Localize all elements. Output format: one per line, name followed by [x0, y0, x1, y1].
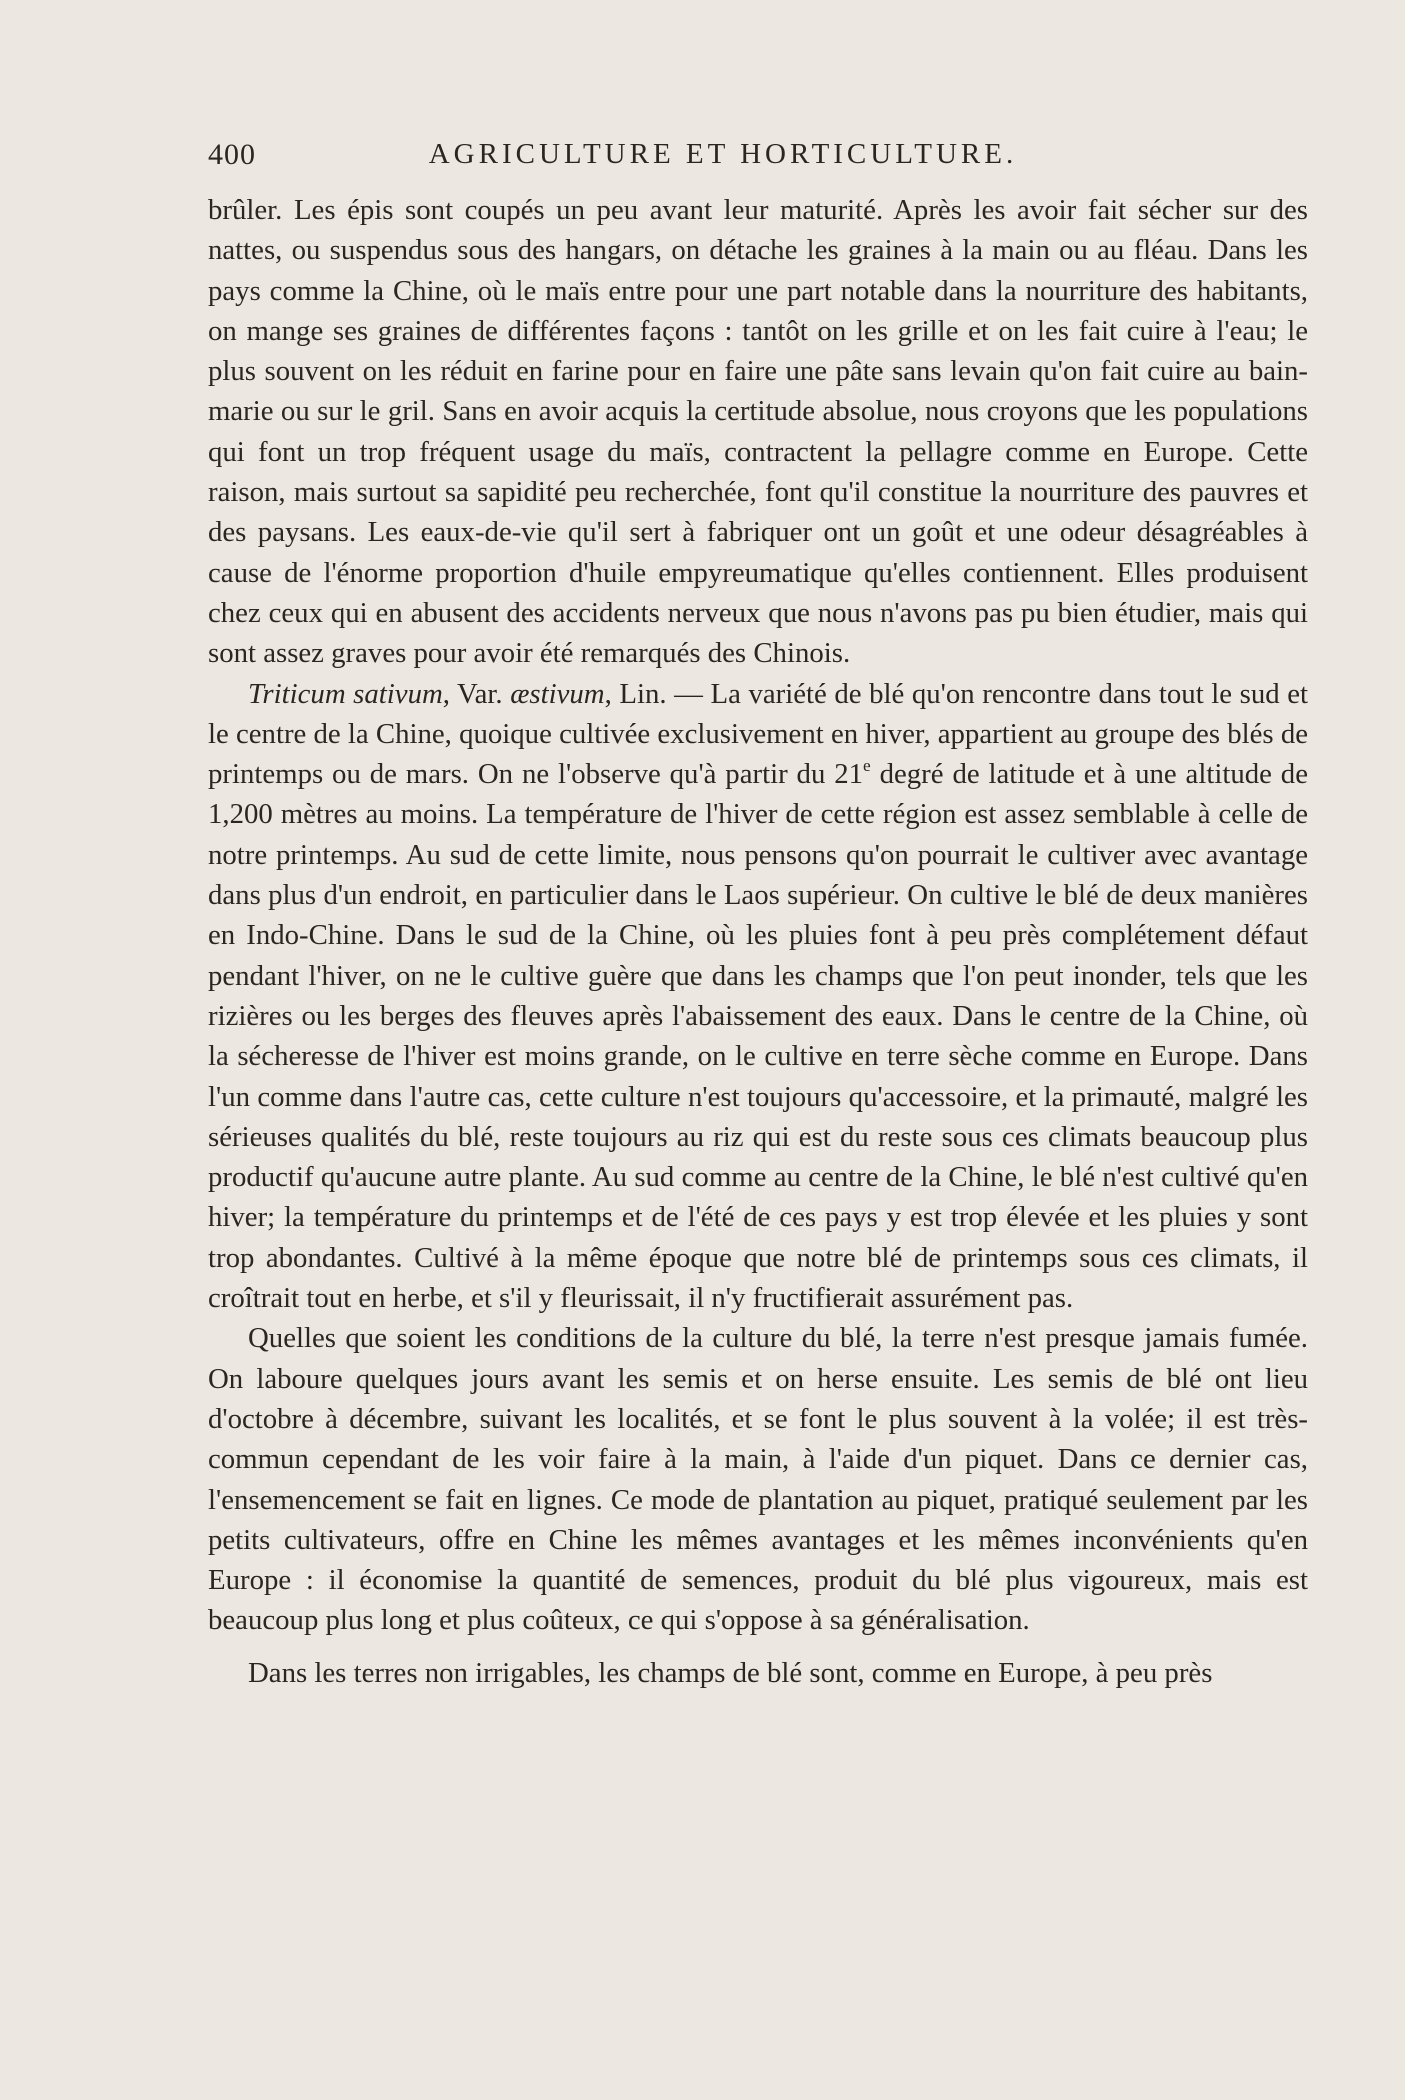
paragraph-2: [208, 674, 1308, 1319]
page-number: 400: [208, 138, 256, 171]
paragraph-gap: [208, 1641, 1308, 1653]
body-text: [208, 190, 1308, 1693]
variety-name: æstivum: [510, 677, 605, 710]
running-head: [208, 138, 1308, 178]
paragraph-2-var: , Var.: [442, 677, 511, 710]
ordinal-superscript: e: [863, 756, 871, 776]
paragraph-4: Dans les terres non irrigables, les champs de blé sont, comme en Europe, à peu près: [248, 1656, 1213, 1689]
paragraph-3: Quelles que soient les conditions de la culture du blé, la terre n'est presque jamais fumée. On laboure quelques jours avant les semis et on herse ensuite. Les semis de blé ont lieu d'octobre à décembre, suivant les localités, et se font le plus souvent à la volée; il est très-commun cependant de les voir faire à la main, à l'aide d'un piquet. Dans ce dernier cas, l'ensemencement se fait en lignes. Ce mode de plantation au piquet, pratiqué seulement par les petits cultivateurs, offre en Chine les mêmes avantages et les mêmes inconvénients qu'en Europe : il économise la quantité de semences, produit du blé plus vigoureux, mais est beaucoup plus long et plus coûteux, ce qui s'oppose à sa généralisation.: [208, 1322, 1308, 1637]
species-name: Triticum sativum: [248, 677, 443, 710]
running-title: AGRICULTURE ET HORTICULTURE.: [428, 138, 1018, 170]
paragraph-1: brûler. Les épis sont coupés un peu avant leur maturité. Après les avoir fait sécher sur des nattes, ou suspendus sous des hangars, on détache les graines à la main ou au fléau. Dans les pays comme la Chine, où le maïs entre pour une part notable dans la nourriture des habitants, on mange ses graines de différentes façons : tantôt on les grille et on les fait cuire à l'eau; le plus souvent on les réduit en farine pour en faire une pâte sans levain qu'on fait cuire au bain-marie ou sur le gril. Sans en avoir acquis la certitude absolue, nous croyons que les populations qui font un trop fréquent usage du maïs, contractent la pellagre comme en Europe. Cette raison, mais surtout sa sapidité peu recherchée, font qu'il constitue la nourriture des pauvres et des paysans. Les eaux-de-vie qu'il sert à fabriquer ont un goût et une odeur désagréables à cause de l'énorme proportion d'huile empyreumatique qu'elles contiennent. Elles produisent chez ceux qui en abusent des accidents nerveux que nous n'avons pas pu bien étudier, mais qui sont assez graves pour avoir été remarqués des Chinois.: [208, 194, 1308, 670]
paragraph-2-text-a: , Lin. — La variété de blé qu'on rencontre dans tout le sud et le centre de la Chine, quoique cultivée exclusivement en hiver, appartient au groupe des blés de printemps ou de mars. On ne l'observe qu'à partir du 21: [208, 677, 1308, 791]
paragraph-2-text-b: degré de latitude et à une altitude de 1,200 mètres au moins. La température de l'hiver de cette région est assez semblable à celle de notre printemps. Au sud de cette limite, nous pensons qu'on pourrait le cultiver avec avantage dans plus d'un endroit, en particulier dans le Laos supérieur. On cultive le blé de deux manières en Indo-Chine. Dans le sud de la Chine, où les pluies font à peu près complétement défaut pendant l'hiver, on ne le cultive guère que dans les champs que l'on peut inonder, tels que les rizières ou les berges des fleuves après l'abaissement des eaux. Dans le centre de la Chine, où la sécheresse de l'hiver est moins grande, on le cultive en terre sèche comme en Europe. Dans l'un comme dans l'autre cas, cette culture n'est toujours qu'accessoire, et la primauté, malgré les sérieuses qualités du blé, reste toujours au riz qui est du reste sous ces climats beaucoup plus productif qu'aucune autre plante. Au sud comme au centre de la Chine, le blé n'est cultivé qu'en hiver; la température du printemps et de l'été de ces pays y est trop élevée et les pluies y sont trop abondantes. Cultivé à la même époque que notre blé de printemps sous ces climats, il croîtrait tout en herbe, et s'il y fleurissait, il n'y fructifierait assurément pas.: [208, 758, 1308, 1315]
